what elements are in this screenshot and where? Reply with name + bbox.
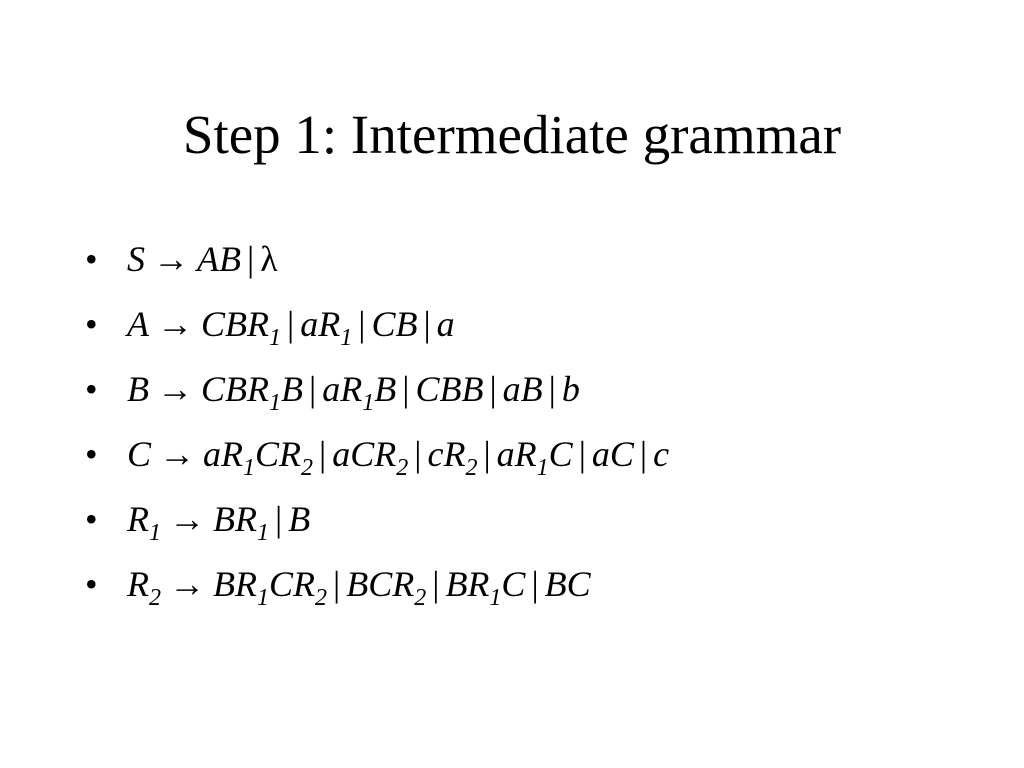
- grammar-rules-list: [80, 233, 669, 623]
- alt-symbol: BR: [213, 564, 257, 604]
- rule-alternative: [288, 499, 310, 539]
- alt-symbol: B: [374, 369, 397, 409]
- lhs-subscript: 2: [149, 585, 161, 611]
- grammar-rule: [80, 233, 669, 298]
- alt-symbol: aC: [591, 434, 634, 474]
- alt-subscript: 1: [256, 585, 269, 611]
- lhs-symbol: C: [127, 434, 152, 474]
- rule-alternative: [545, 564, 591, 604]
- bullet-icon: •: [85, 369, 98, 409]
- alternative-separator: |: [274, 499, 283, 539]
- alt-symbol: aCR: [332, 434, 397, 474]
- alternative-separator: |: [639, 434, 648, 474]
- lhs-symbol: S: [127, 239, 145, 279]
- rule-alternative: [445, 564, 526, 611]
- rule-alternative: [415, 369, 483, 409]
- alt-symbol: B: [288, 499, 311, 539]
- rule-alternative: [201, 369, 303, 416]
- rule-expression: [127, 564, 591, 611]
- rule-lhs: [127, 434, 151, 474]
- alt-symbol: BCR: [346, 564, 415, 604]
- alternative-separator: |: [483, 434, 491, 474]
- alt-subscript: 2: [414, 585, 427, 611]
- rule-lhs: [127, 304, 149, 344]
- alt-symbol: C: [548, 434, 573, 474]
- rule-alternative: [371, 304, 417, 344]
- alt-symbol: a: [436, 304, 455, 344]
- rule-alternative: [322, 369, 397, 416]
- rule-expression: [127, 369, 580, 416]
- rule-lhs: [127, 239, 145, 279]
- rule-alternative: [213, 564, 327, 611]
- rule-lhs: [127, 499, 161, 546]
- alt-symbol: BR: [213, 499, 257, 539]
- rule-expression: [127, 239, 278, 279]
- alt-symbol: BR: [445, 564, 490, 604]
- alt-subscript: 1: [269, 390, 281, 416]
- rule-alternative: [300, 304, 353, 351]
- rule-lhs: [127, 564, 161, 611]
- alt-symbol: aB: [502, 369, 543, 409]
- alt-subscript: 1: [256, 520, 269, 546]
- grammar-rule: [80, 363, 669, 428]
- lhs-symbol: A: [127, 304, 149, 344]
- rule-alternative: [201, 304, 281, 351]
- lhs-symbol: R: [127, 499, 149, 539]
- rule-alternative: [203, 434, 314, 481]
- rule-alternative: [332, 434, 409, 481]
- alt-subscript: 2: [465, 455, 478, 481]
- alternative-separator: |: [358, 304, 366, 344]
- alternative-separator: |: [414, 434, 422, 474]
- grammar-rule: [80, 428, 669, 493]
- alt-symbol: aR: [203, 434, 244, 474]
- alternative-separator: |: [319, 434, 327, 474]
- alternative-separator: |: [423, 304, 431, 344]
- alternative-separator: |: [287, 304, 295, 344]
- alt-subscript: 1: [536, 455, 549, 481]
- alt-symbol: aR: [496, 434, 537, 474]
- rule-alternative: [562, 369, 580, 409]
- rule-alternative: [653, 434, 669, 474]
- alt-symbol: b: [561, 369, 580, 409]
- rule-lhs: [127, 369, 149, 409]
- alt-subscript: 1: [489, 585, 502, 611]
- bullet-icon: •: [85, 499, 98, 539]
- alt-symbol: CB: [371, 304, 418, 344]
- rule-alternative: [260, 239, 277, 279]
- alt-symbol: aR: [322, 369, 363, 409]
- alt-symbol: CR: [268, 564, 315, 604]
- alt-subscript: 2: [315, 585, 327, 611]
- arrow-icon: →: [159, 434, 196, 474]
- alt-subscript: 1: [340, 325, 353, 351]
- alt-subscript: 2: [301, 455, 314, 481]
- rule-expression: [127, 499, 311, 546]
- alternative-separator: |: [489, 369, 497, 409]
- alternative-separator: |: [531, 564, 539, 604]
- alt-symbol: aR: [300, 304, 341, 344]
- lhs-symbol: R: [127, 564, 149, 604]
- grammar-rule: [80, 298, 669, 363]
- alt-symbol: CBR: [201, 304, 269, 344]
- alternative-separator: |: [432, 564, 440, 604]
- lhs-symbol: B: [127, 369, 149, 409]
- alternative-separator: |: [246, 239, 255, 279]
- alt-subscript: 1: [243, 455, 256, 481]
- bullet-icon: •: [85, 434, 98, 474]
- alternative-separator: |: [402, 369, 410, 409]
- rule-alternative: [496, 434, 573, 481]
- alt-symbol: CR: [255, 434, 302, 474]
- alt-symbol: cR: [427, 434, 466, 474]
- alternative-separator: |: [578, 434, 586, 474]
- alt-symbol: c: [653, 434, 670, 474]
- alternative-separator: |: [309, 369, 317, 409]
- bullet-icon: •: [85, 304, 98, 344]
- rule-alternative: [503, 369, 543, 409]
- rule-alternative: [346, 564, 427, 611]
- rule-alternative: [437, 304, 455, 344]
- rule-alternative: [427, 434, 478, 481]
- rule-expression: [127, 434, 670, 481]
- arrow-icon: →: [157, 369, 193, 409]
- alt-symbol: BC: [544, 564, 591, 604]
- alt-symbol: B: [281, 369, 303, 409]
- alternative-separator: |: [333, 564, 341, 604]
- alt-symbol: CBB: [415, 369, 484, 409]
- arrow-icon: →: [153, 239, 189, 279]
- slide-title: Step 1: Intermediate grammar: [182, 104, 842, 165]
- alt-symbol: AB: [197, 239, 241, 279]
- alt-subscript: 1: [269, 325, 281, 351]
- alt-symbol: C: [501, 564, 526, 604]
- alt-symbol: λ: [260, 239, 278, 279]
- bullet-icon: •: [85, 564, 98, 604]
- rule-alternative: [197, 239, 241, 279]
- arrow-icon: →: [169, 564, 205, 604]
- rule-alternative: [213, 499, 269, 546]
- arrow-icon: →: [157, 304, 193, 344]
- grammar-rule: [80, 493, 669, 558]
- bullet-icon: •: [85, 239, 98, 279]
- alt-subscript: 2: [396, 455, 409, 481]
- grammar-rule: [80, 558, 669, 623]
- rule-expression: [127, 304, 455, 351]
- arrow-icon: →: [169, 499, 205, 539]
- rule-alternative: [592, 434, 634, 474]
- alt-symbol: CBR: [201, 369, 269, 409]
- alt-subscript: 1: [362, 390, 375, 416]
- alternative-separator: |: [548, 369, 556, 409]
- lhs-subscript: 1: [149, 520, 161, 546]
